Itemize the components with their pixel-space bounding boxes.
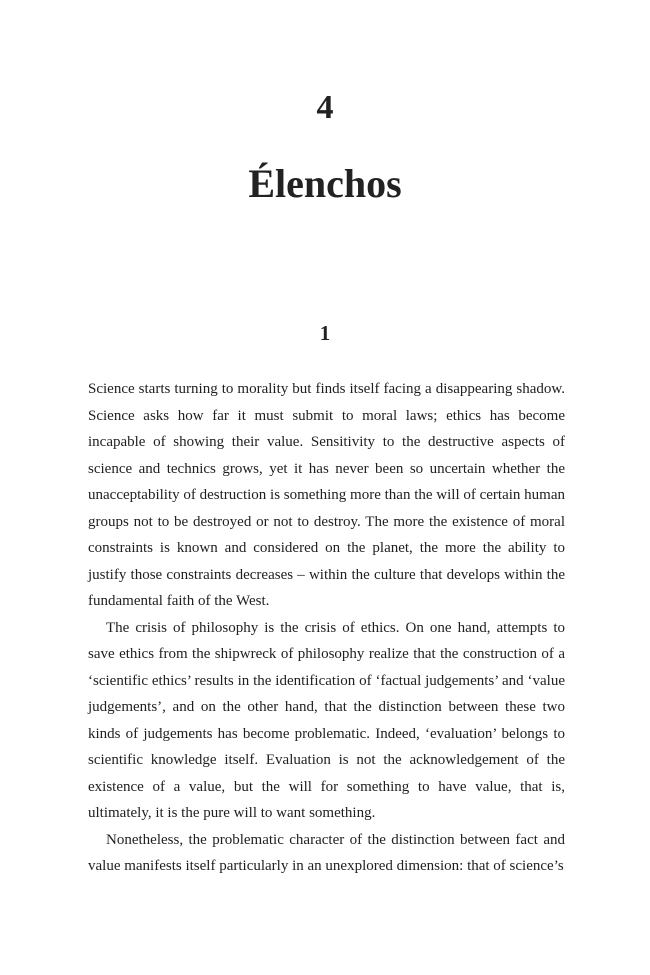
section-number: 1	[319, 321, 331, 345]
paragraph-1: Science starts turning to morality but finds itself facing a disappearing shadow. Science asks how far it must submit to moral laws; ethics has become incapable of showing their value. Sensitivity to the destructive aspects of science and technics grows, yet it has never been so uncertain whether the unacceptability of destruction is something more than the will of certain human groups not to be destroyed or not to destroy. The more the existence of moral constraints is known and considered on the planet, the more the ability to justify those constraints decreases – within the culture that develops within the fundamental faith of the West.	[88, 381, 565, 609]
paragraph-2: The crisis of philosophy is the crisis of ethics. On one hand, attempts to save ethics from the shipwreck of philosophy realize that the construction of a ‘scientific ethics’ results in the identification of ‘factual judgements’ and ‘value judgements’, and on the other hand, that the distinction between these two kinds of judgements has become problematic. Indeed, ‘evaluation’ belongs to scientific knowledge itself. Evaluation is not the acknowledgement of the existence of a value, but the will for something to have value, that is, ultimately, it is the pure will to want something.	[88, 619, 565, 821]
chapter-number: 4	[316, 89, 334, 126]
chapter-title: Élenchos	[248, 161, 402, 206]
paragraph-3: Nonetheless, the problematic character of the distinction between fact and value manifests itself particularly in an unexplored dimension: that of science’s	[88, 831, 565, 874]
body-text	[88, 376, 565, 880]
